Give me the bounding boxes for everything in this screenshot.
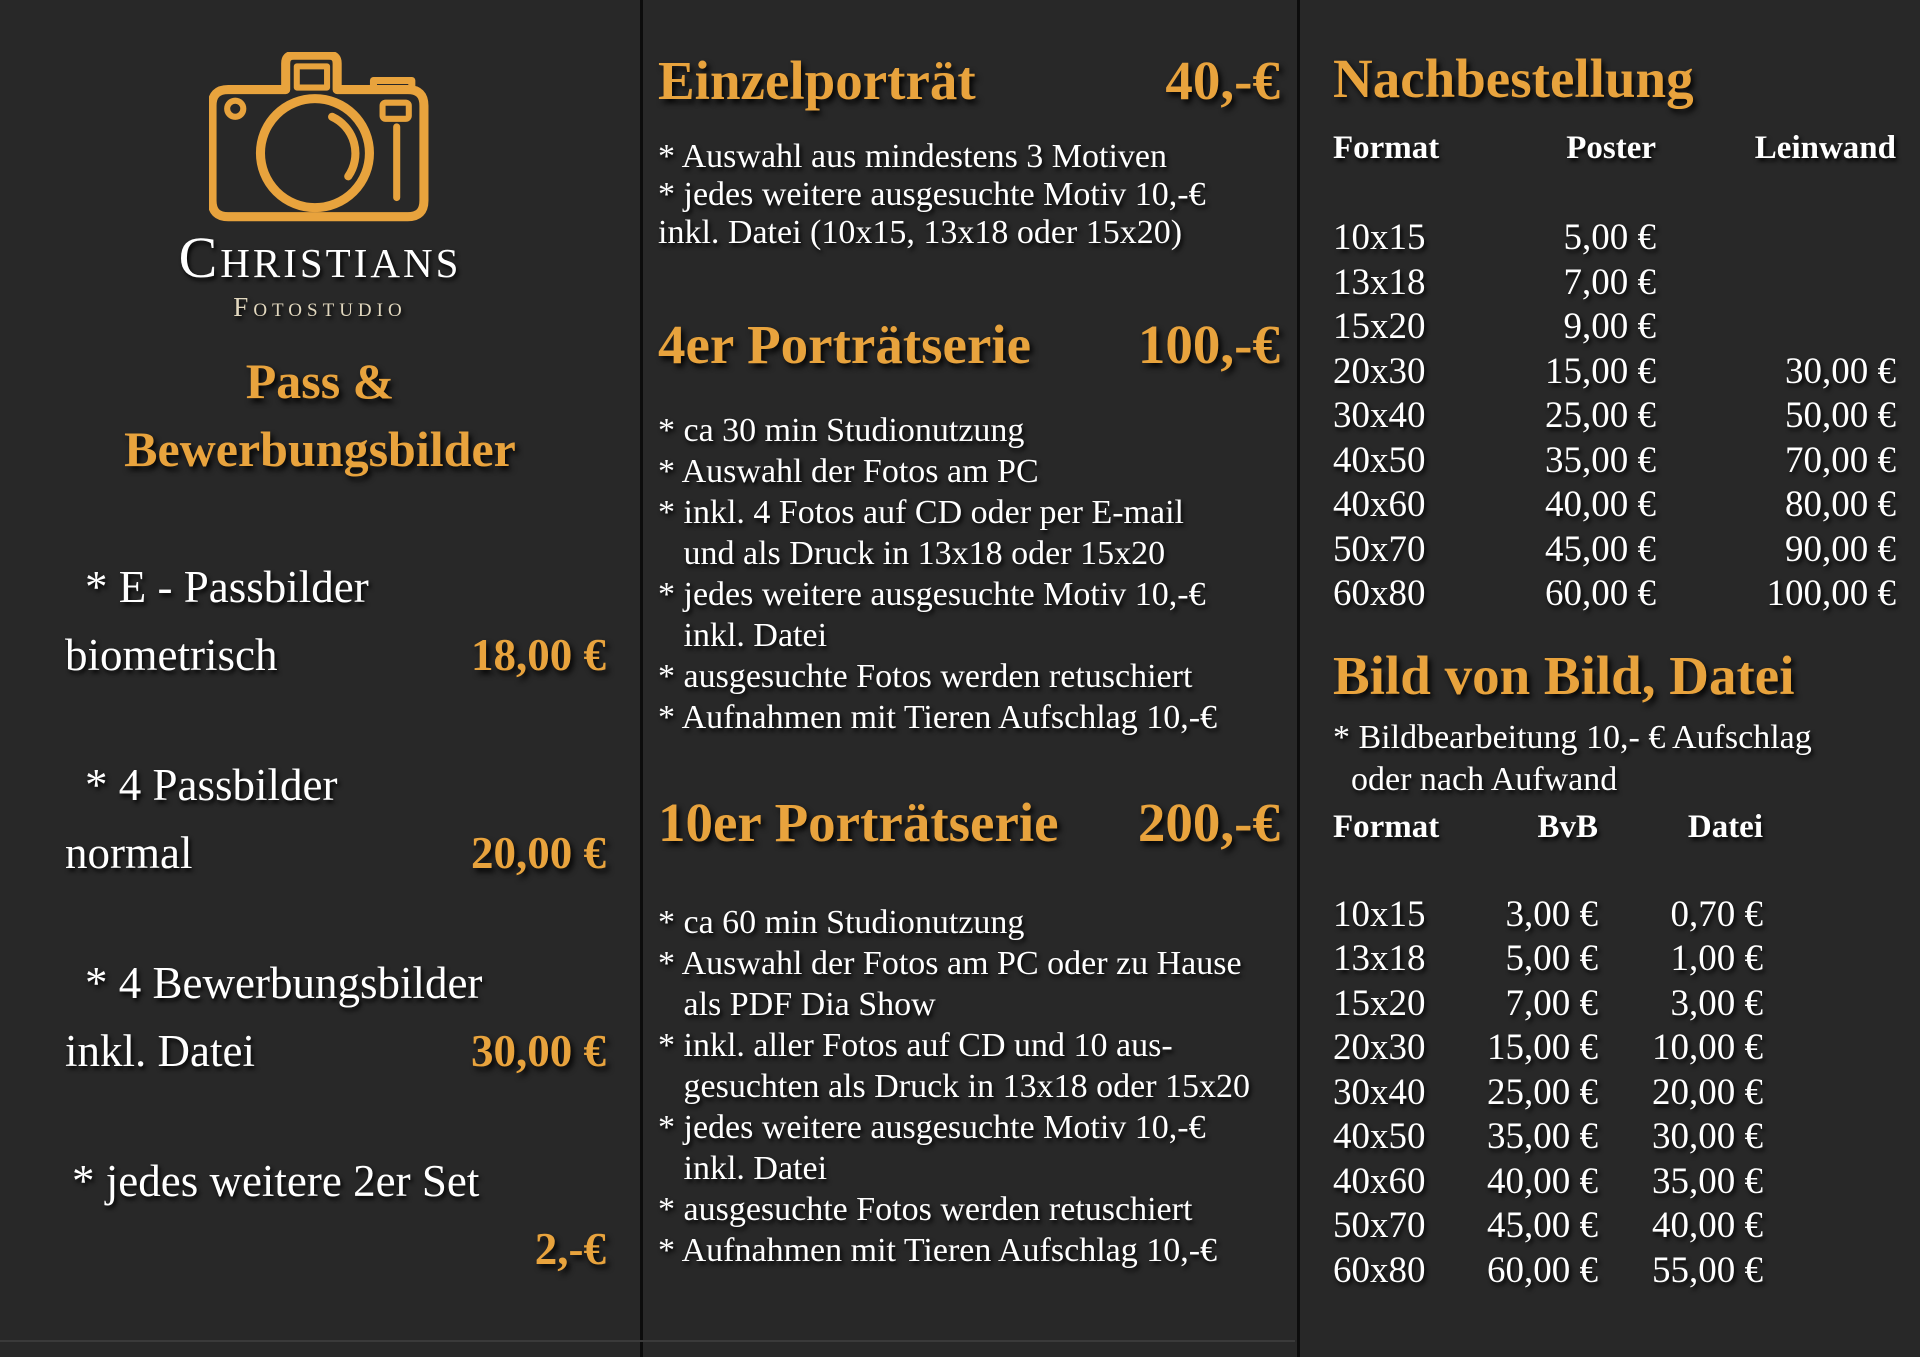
format-cell: 15x20 (1333, 306, 1426, 347)
item-name: * 4 Passbilder (85, 760, 338, 810)
format-cell: 40x60 (1333, 484, 1426, 525)
bullet-line: inkl. Datei (10x15, 13x18 oder 15x20) (658, 214, 1183, 251)
table-body (1333, 893, 1893, 1294)
leinwand-price-cell (1656, 261, 1896, 306)
item-price: 30,00 € (471, 1026, 606, 1076)
bullet-line: * Auswahl der Fotos am PC oder zu Hause (658, 945, 1242, 982)
item-price: 18,00 € (471, 630, 606, 680)
leinwand-price-cell: 30,00 € (1785, 350, 1896, 392)
format-cell: 40x60 (1333, 1160, 1426, 1202)
leinwand-price-cell (1656, 305, 1896, 350)
datei-price-cell: 35,00 € (1652, 1160, 1763, 1202)
leinwand-price-cell (1656, 216, 1896, 261)
bvb-price-cell: 35,00 € (1487, 1116, 1598, 1157)
bullet-line: * Auswahl der Fotos am PC (658, 453, 1039, 490)
table-row (1333, 305, 1896, 350)
item-price: 2,-€ (534, 1224, 606, 1274)
table-header-row (1333, 130, 1896, 166)
col-header-bvb: BvB (1537, 808, 1598, 845)
format-cell: 13x18 (1333, 261, 1426, 303)
format-cell: 50x70 (1333, 528, 1426, 570)
datei-price-cell: 3,00 € (1670, 982, 1763, 1024)
column-portraits (640, 0, 1297, 1357)
format-cell: 15x20 (1333, 982, 1426, 1024)
item-name: * jedes weitere 2er Set (72, 1156, 480, 1206)
item-name: * E - Passbilder (85, 562, 369, 612)
datei-price-cell: 0,70 € (1670, 893, 1763, 935)
poster-price-cell: 40,00 € (1545, 484, 1656, 525)
table-header-row (1333, 809, 1763, 845)
list-item (0, 949, 640, 1085)
section-4er-portraetserie (658, 310, 1280, 738)
table-row (1333, 937, 1763, 982)
item-detail: biometrisch (65, 630, 278, 680)
datei-price-cell: 40,00 € (1652, 1205, 1763, 1246)
col-header-poster: Poster (1566, 130, 1656, 166)
column-nachbestellung (1297, 0, 1920, 1357)
leinwand-price-cell: 80,00 € (1785, 484, 1896, 525)
table-body (1333, 216, 1896, 617)
table-row (1333, 261, 1896, 306)
bvb-price-cell: 45,00 € (1487, 1205, 1598, 1246)
format-cell: 30x40 (1333, 395, 1426, 436)
leinwand-price-cell: 100,00 € (1766, 573, 1896, 614)
datei-price-cell: 55,00 € (1652, 1249, 1763, 1291)
datei-price-cell: 10,00 € (1652, 1027, 1763, 1068)
bullet-list (658, 902, 1280, 1271)
format-cell: 10x15 (1333, 217, 1426, 258)
bvb-table (1333, 809, 1893, 1294)
table-row (1333, 216, 1896, 261)
list-item (0, 1147, 640, 1283)
table-row (1333, 893, 1763, 938)
format-cell: 60x80 (1333, 1249, 1426, 1291)
bullet-line: inkl. Datei (658, 1150, 828, 1187)
section-title-nachbestellung: Nachbestellung (1333, 48, 1694, 109)
poster-price-cell: 9,00 € (1563, 306, 1656, 347)
bullet-line: * ausgesuchte Fotos werden retuschiert (658, 1191, 1193, 1228)
item-name: * 4 Bewerbungsbilder (85, 958, 483, 1008)
col-header-format: Format (1333, 130, 1440, 166)
bullet-list (658, 410, 1280, 738)
format-cell: 20x30 (1333, 1027, 1426, 1068)
table-row (1333, 982, 1763, 1027)
datei-price-cell: 1,00 € (1670, 938, 1763, 979)
table-row (1333, 1249, 1763, 1294)
section-title: Einzelporträt (658, 50, 976, 111)
poster-price-cell: 45,00 € (1545, 528, 1656, 570)
bvb-price-cell: 3,00 € (1505, 893, 1598, 935)
table-row (1333, 1071, 1763, 1116)
item-detail: normal (65, 828, 193, 878)
bvb-notes (1333, 717, 1893, 801)
section-title-pass-bewerbungsbilder (0, 347, 640, 483)
bullet-line: * ausgesuchte Fotos werden retuschiert (658, 658, 1193, 695)
section-price: 200,-€ (1137, 792, 1280, 853)
col-header-leinwand: Leinwand (1754, 130, 1896, 166)
note-line: * Bildbearbeitung 10,- € Aufschlag (1333, 718, 1812, 756)
pass-price-list (0, 553, 640, 1283)
poster-price-cell: 60,00 € (1545, 573, 1656, 614)
bvb-price-cell: 25,00 € (1487, 1071, 1598, 1113)
bullet-line: * jedes weitere ausgesuchte Motiv 10,-€ (658, 576, 1206, 613)
section-price: 40,-€ (1165, 50, 1280, 111)
section-title: 4er Porträtserie (658, 314, 1032, 375)
camera-logo-icon (209, 52, 431, 224)
col-header-format: Format (1333, 808, 1440, 845)
format-cell: 10x15 (1333, 893, 1426, 935)
table-row (1333, 483, 1896, 528)
bullet-line: und als Druck in 13x18 oder 15x20 (658, 535, 1166, 572)
poster-price-cell: 35,00 € (1545, 439, 1656, 481)
format-cell: 40x50 (1333, 1116, 1426, 1157)
datei-price-cell: 30,00 € (1652, 1116, 1763, 1157)
bvb-price-cell: 15,00 € (1487, 1027, 1598, 1068)
section-einzelportraet (658, 46, 1280, 252)
bullet-line: * jedes weitere ausgesuchte Motiv 10,-€ (658, 1109, 1206, 1146)
section-title-line2: Bewerbungsbilder (124, 421, 516, 477)
bvb-price-cell: 5,00 € (1505, 938, 1598, 979)
poster-price-cell: 15,00 € (1545, 350, 1656, 392)
leinwand-price-cell: 50,00 € (1785, 395, 1896, 436)
reorder-table (1333, 130, 1896, 617)
datei-price-cell: 20,00 € (1652, 1071, 1763, 1113)
format-cell: 30x40 (1333, 1071, 1426, 1113)
bullet-list (658, 138, 1280, 252)
leinwand-price-cell: 90,00 € (1785, 528, 1896, 570)
bvb-price-cell: 40,00 € (1487, 1160, 1598, 1202)
studio-subtitle: Fotostudio (233, 292, 407, 322)
section-10er-portraetserie (658, 788, 1280, 1271)
bullet-line: * inkl. aller Fotos auf CD und 10 aus- (658, 1027, 1173, 1064)
item-price: 20,00 € (471, 828, 606, 878)
bullet-line: gesuchten als Druck in 13x18 oder 15x20 (658, 1068, 1251, 1105)
format-cell: 50x70 (1333, 1205, 1426, 1246)
bullet-line: als PDF Dia Show (658, 986, 936, 1023)
bullet-line: * Aufnahmen mit Tieren Aufschlag 10,-€ (658, 699, 1218, 736)
studio-name: Christians (178, 225, 462, 290)
bullet-line: * jedes weitere ausgesuchte Motiv 10,-€ (658, 176, 1206, 213)
section-title-line1: Pass & (245, 353, 395, 409)
column-pass-bewerbung (0, 0, 640, 1357)
section-title-bild-von-bild: Bild von Bild, Datei (1333, 644, 1795, 706)
bullet-line: * ca 60 min Studionutzung (658, 904, 1025, 941)
format-cell: 20x30 (1333, 350, 1426, 392)
table-row (1333, 1160, 1763, 1205)
bottom-divider (0, 1340, 1295, 1342)
poster-price-cell: 7,00 € (1563, 261, 1656, 303)
poster-price-cell: 25,00 € (1545, 395, 1656, 436)
list-item (0, 553, 640, 689)
table-row (1333, 1026, 1763, 1071)
list-item (0, 751, 640, 887)
table-row (1333, 439, 1896, 484)
format-cell: 40x50 (1333, 439, 1426, 481)
bullet-line: * Auswahl aus mindestens 3 Motiven (658, 138, 1168, 175)
leinwand-price-cell: 70,00 € (1785, 439, 1896, 481)
poster-price-cell: 5,00 € (1563, 217, 1656, 258)
bullet-line: * ca 30 min Studionutzung (658, 412, 1025, 449)
table-row (1333, 394, 1896, 439)
bvb-price-cell: 60,00 € (1487, 1249, 1598, 1291)
bvb-price-cell: 7,00 € (1505, 982, 1598, 1024)
table-row (1333, 1204, 1763, 1249)
section-price: 100,-€ (1137, 314, 1280, 375)
table-row (1333, 528, 1896, 573)
item-detail: inkl. Datei (65, 1026, 255, 1076)
format-cell: 60x80 (1333, 573, 1426, 614)
col-header-datei: Datei (1687, 808, 1763, 845)
table-row (1333, 350, 1896, 395)
section-title: 10er Porträtserie (658, 792, 1059, 853)
format-cell: 13x18 (1333, 938, 1426, 979)
bullet-line: * inkl. 4 Fotos auf CD oder per E-mail (658, 494, 1184, 531)
bullet-line: * Aufnahmen mit Tieren Aufschlag 10,-€ (658, 1232, 1218, 1269)
note-line: oder nach Aufwand (1351, 760, 1618, 798)
bullet-line: inkl. Datei (658, 617, 828, 654)
table-row (1333, 572, 1896, 617)
table-row (1333, 1115, 1763, 1160)
